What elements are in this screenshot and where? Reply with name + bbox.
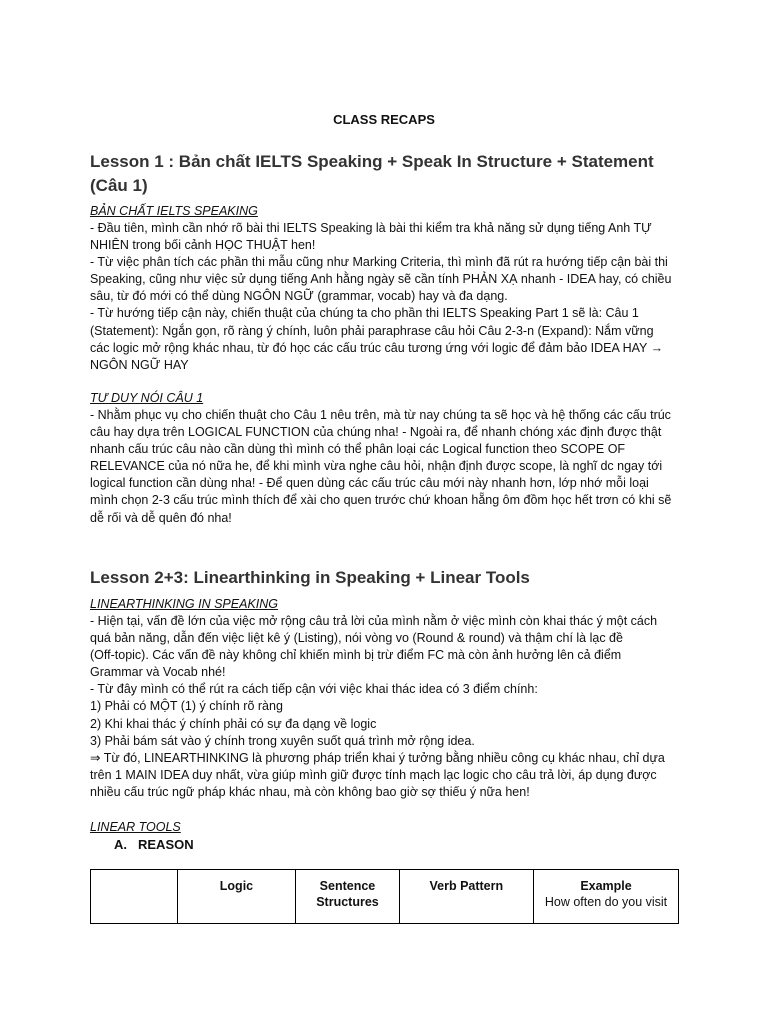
table-header-sentence-structures: Sentence Structures — [296, 870, 399, 924]
lesson-2-heading-block — [90, 566, 690, 590]
table-header-verb-pattern: Verb Pattern — [399, 870, 533, 924]
ban-chat-line: - Từ hướng tiếp cận này, chiến thuật của chúng ta cho phần thi IELTS Speaking Part 1 sẽ là: Câu 1 — [90, 306, 639, 321]
linearthinking-line: (Off-topic). Các vấn đề này không chỉ khiến mình bị trừ điểm FC mà còn ảnh hưởng lên cả điểm — [90, 648, 622, 663]
ban-chat-line: sâu, từ đó mới có thể dùng NGÔN NGỮ (grammar, vocab) hay và đa dạng. — [90, 289, 508, 304]
list-item-letter: A. — [114, 837, 127, 852]
section-body-tu-duy — [90, 407, 690, 527]
ban-chat-line: - Đầu tiên, mình cần nhớ rõ bài thi IELTS Speaking là bài thi kiểm tra khả năng sử dụng tiếng Anh TỰ — [90, 221, 652, 235]
tu-duy-line: câu hay dựa trên LOGICAL FUNCTION của chúng nha! - Ngoài ra, để nhanh chóng xác định được thật — [90, 425, 662, 440]
linearthinking-line: ⇒ Từ đó, LINEARTHINKING là phương pháp triển khai ý tưởng bằng nhiều công cụ khác nhau, chỉ dựa — [90, 750, 665, 765]
tu-duy-line: RELEVANCE của nó nữa he, để khi mình vừa nghe câu hỏi, nhận định được scope, là nghĩ dc ngay tới — [90, 459, 663, 474]
document-title: CLASS RECAPS — [333, 112, 435, 127]
ban-chat-line: - Từ việc phân tích các phần thi mẫu cũng như Marking Criteria, thì mình đã rút ra hướng tiếp cận bài thi — [90, 255, 668, 270]
lesson-2-section-2 — [90, 819, 690, 853]
section-heading-ban-chat: BẢN CHẤT IELTS SPEAKING — [90, 204, 258, 218]
section-heading-linearthinking: LINEARTHINKING IN SPEAKING — [90, 597, 279, 611]
linearthinking-line: nhiều cấu trúc ngữ pháp khác nhau, mà còn không bao giờ sợ thiếu ý nữa hen! — [90, 784, 530, 799]
table-header-logic: Logic — [177, 870, 296, 924]
table-header-example-subtext: How often do you visit — [544, 895, 668, 909]
lesson-2-section-1 — [90, 596, 690, 801]
linearthinking-line: 2) Khi khai thác ý chính phải có sự đa dạng về logic — [90, 716, 377, 731]
lesson-1-section-1 — [90, 203, 690, 374]
lesson-1-section-2 — [90, 390, 690, 527]
linear-tools-table — [90, 869, 679, 924]
table-header-row — [91, 870, 679, 924]
ban-chat-line: NHIÊN trong bối cảnh HỌC THUẬT hen! — [90, 238, 316, 253]
linearthinking-line: Grammar và Vocab nhé! — [90, 665, 226, 680]
tu-duy-line: mình chọn 2-3 cấu trúc mình thích để xài cho quen trước chứ khoan hẵng ôm đồm học hết trơn có khi sẽ — [90, 493, 672, 508]
list-item-label: REASON — [138, 837, 194, 852]
lesson-2-title: Lesson 2+3: Linearthinking in Speaking + Linear Tools — [90, 568, 530, 587]
tu-duy-line: dễ rối và dễ quên đó nha! — [90, 510, 232, 525]
tu-duy-line: logical function cần dùng nha! - Để quen dùng các cấu trúc câu mới này nhanh hơn, lớp nhớ mỗi loại — [90, 476, 649, 491]
tu-duy-line: nhanh cấu trúc câu nào cần dùng thì mình có thể phân loại các Logical function theo SCOPE OF — [90, 442, 626, 457]
section-heading-linear-tools: LINEAR TOOLS — [90, 820, 181, 834]
ban-chat-line: (Statement): Ngắn gọn, rõ ràng ý chính, luôn phải paraphrase câu hỏi Câu 2-3-n (Expand): Nắm vững — [90, 323, 654, 338]
linearthinking-line: - Từ đây mình có thể rút ra cách tiếp cận với việc khai thác idea có 3 điểm chính: — [90, 682, 538, 697]
linearthinking-line: trên 1 MAIN IDEA duy nhất, vừa giúp mình giữ được tính mạch lạc logic cho câu trả lời, áp dụng được — [90, 767, 657, 782]
tu-duy-line: - Nhằm phục vụ cho chiến thuật cho Câu 1 nêu trên, mà từ nay chúng ta sẽ học và hệ thống các cấu trúc — [90, 408, 671, 422]
table-header-example: Example — [580, 879, 632, 893]
ban-chat-line: NGÔN NGỮ HAY — [90, 357, 189, 372]
section-body-linearthinking — [90, 613, 690, 801]
list-item-reason — [90, 836, 690, 853]
linearthinking-line: - Hiện tại, vấn đề lớn của việc mở rộng câu trả lời của mình nằm ở việc mình còn khai thác ý một cách — [90, 614, 658, 628]
linearthinking-line: quá bản năng, dẫn đến việc liệt kê ý (Listing), nói vòng vo (Round & round) và thậm chí là lạc đề — [90, 631, 623, 646]
table-header-cell-empty — [91, 870, 178, 924]
linearthinking-line: 1) Phải có MỘT (1) ý chính rõ ràng — [90, 699, 283, 714]
section-heading-tu-duy: TƯ DUY NÓI CÂU 1 — [90, 391, 204, 405]
section-body-ban-chat — [90, 220, 690, 374]
table-header-example-cell — [534, 870, 679, 924]
lesson-1-heading-block — [90, 150, 690, 198]
ban-chat-line: các logic mở rộng khác nhau, từ đó học các cấu trúc câu tương ứng với logic để đảm bảo IDEA HAY → — [90, 340, 664, 355]
ban-chat-line: Speaking, cũng như việc sử dụng tiếng Anh hằng ngày sẽ cần tính PHẢN XẠ nhanh - IDEA hay, có chiều — [90, 272, 672, 287]
lesson-1-title: Lesson 1 : Bản chất IELTS Speaking + Speak In Structure + Statement (Câu 1) — [90, 152, 654, 195]
linearthinking-line: 3) Phải bám sát vào ý chính trong xuyên suốt quá trình mở rộng idea. — [90, 733, 475, 748]
